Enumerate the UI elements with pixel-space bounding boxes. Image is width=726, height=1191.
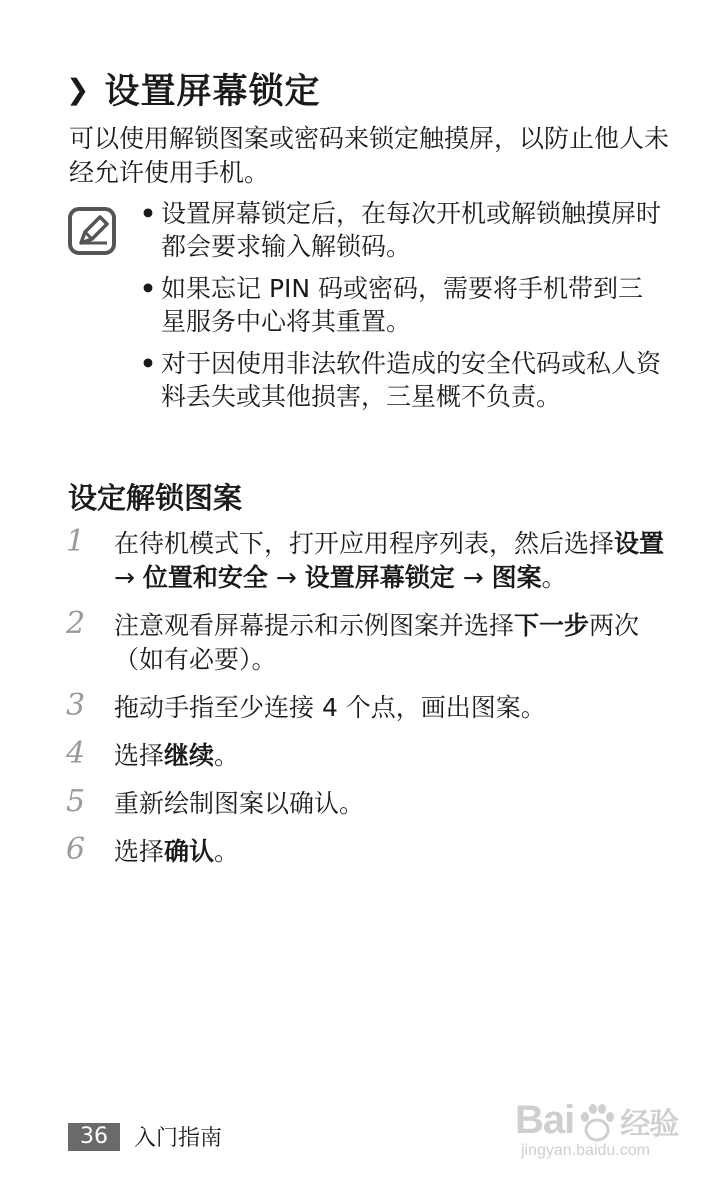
step-text-part: 选择	[114, 741, 165, 770]
step-text-part: 选择	[114, 837, 165, 866]
step-text	[114, 789, 364, 818]
note-item	[136, 197, 666, 263]
step-list	[66, 524, 666, 883]
step-item	[66, 524, 666, 595]
chapter-name: 入门指南	[134, 1126, 223, 1151]
note-item-text: 对于因使用非法软件造成的安全代码或私人资料丢失或其他损害，三星概不负责。	[161, 349, 662, 411]
watermark-url: jingyan.baidu.com	[521, 1142, 650, 1159]
step-number: 1	[66, 524, 86, 559]
bullet: •	[140, 349, 156, 378]
ui-term: 确认	[164, 837, 215, 866]
baidu-watermark	[515, 1080, 695, 1175]
step-text	[114, 741, 239, 770]
step-number: 2	[66, 606, 86, 641]
ui-term: 设置屏幕锁定	[304, 563, 455, 592]
ui-term: 设置	[614, 529, 665, 558]
step-text-part: 重新绘制图案以确认。	[114, 789, 365, 818]
step-text	[114, 837, 239, 866]
watermark-logo-left: Bai	[515, 1098, 575, 1142]
step-text-part: 。	[214, 837, 240, 866]
ui-term: 下一步	[514, 611, 590, 640]
watermark-logo	[515, 1098, 678, 1143]
ui-term: 继续	[164, 741, 215, 770]
step-number: 6	[66, 832, 86, 867]
watermark-logo-right: 经验	[620, 1108, 679, 1141]
step-text-part: 。	[214, 741, 240, 770]
note-item	[136, 272, 666, 338]
section-title-text: 设置屏幕锁定	[104, 72, 321, 112]
step-text-part: →	[114, 563, 143, 592]
step-text	[114, 693, 546, 722]
page-number: 36	[68, 1123, 120, 1151]
step-text-part: →	[454, 563, 492, 592]
note-item-text: 如果忘记 PIN 码或密码，需要将手机带到三星服务中心将其重置。	[161, 274, 644, 336]
note-pencil-icon	[67, 206, 119, 258]
section-title	[66, 64, 320, 114]
page-footer	[68, 1121, 222, 1152]
step-item	[66, 736, 666, 773]
step-number: 5	[66, 784, 86, 819]
step-item	[66, 832, 666, 869]
step-text-part: 。	[541, 563, 567, 592]
note-item-text: 设置屏幕锁定后，在每次开机或解锁触摸屏时都会要求输入解锁码。	[161, 199, 662, 261]
step-item	[66, 784, 666, 821]
note-item	[136, 347, 666, 413]
ui-term: 图案	[491, 563, 542, 592]
bullet: •	[140, 274, 156, 303]
chevron-right-icon: ❯	[66, 72, 91, 106]
step-item	[66, 606, 666, 677]
subsection-heading: 设定解锁图案	[68, 481, 243, 515]
step-text-part: 注意观看屏幕提示和示例图案并选择	[114, 611, 515, 640]
step-text	[114, 529, 664, 592]
step-text	[114, 611, 639, 674]
step-text-part: 两次（如有必要）。	[114, 611, 640, 674]
step-number: 3	[66, 688, 86, 723]
ui-term: 位置和安全	[142, 563, 268, 592]
paw-icon	[576, 1103, 618, 1143]
step-text-part: →	[267, 563, 305, 592]
note-list	[136, 197, 666, 422]
step-item	[66, 688, 666, 725]
bullet: •	[140, 199, 156, 228]
intro-paragraph: 可以使用解锁图案或密码来锁定触摸屏，以防止他人未经允许使用手机。	[69, 124, 670, 187]
step-text-part: 在待机模式下，打开应用程序列表，然后选择	[114, 529, 615, 558]
step-text-part: 拖动手指至少连接 4 个点，画出图案。	[114, 693, 546, 722]
step-number: 4	[66, 736, 86, 771]
